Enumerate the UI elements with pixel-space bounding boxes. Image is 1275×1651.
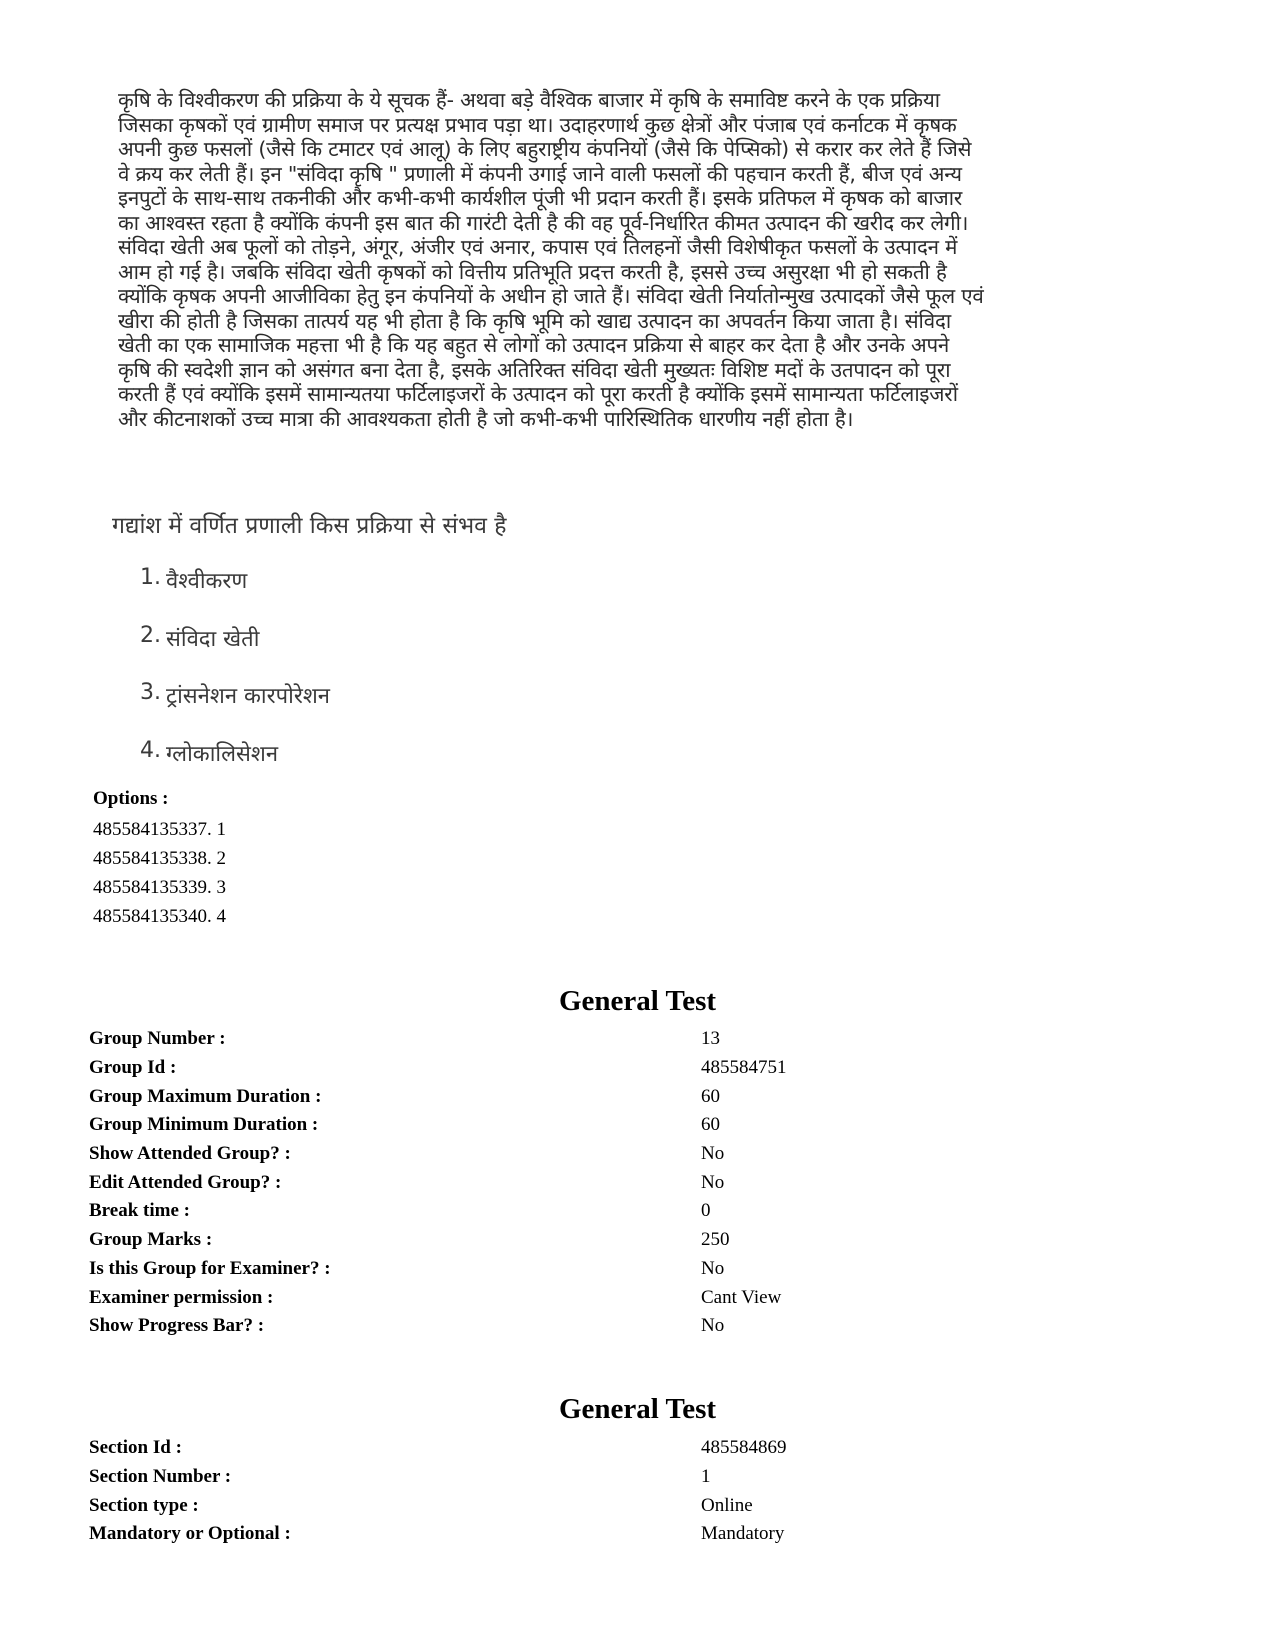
info-label: Group Maximum Duration :: [89, 1085, 322, 1107]
choice-item: [140, 738, 330, 796]
info-value: No: [701, 1315, 725, 1337]
section-info-row: [89, 1463, 1189, 1492]
choice-item: [140, 623, 330, 681]
info-value: Online: [701, 1494, 753, 1516]
choice-text: ट्रांसनेशन कारपोरेशन: [166, 684, 330, 709]
passage-line: इनपुटों के साथ-साथ तकनीकी और कभी-कभी कार्यशील पूंजी भी प्रदान करती हैं। इसके प्रतिफल में कृषक को बाजार: [118, 186, 963, 210]
group-info-table: [89, 1025, 1189, 1341]
option-item: 485584135339. 3: [93, 877, 226, 898]
info-value: No: [701, 1171, 725, 1193]
group-info-row: [89, 1312, 1189, 1341]
passage-line: क्योंकि कृषक अपनी आजीविका हेतु इन कंपनियों के अधीन हो जाते हैं। संविदा खेती निर्यातोन्मुख उत्पादकों जैसे फूल एवं: [118, 284, 984, 308]
choice-item: [140, 565, 330, 623]
passage-line: करती हैं एवं क्योंकि इसमें सामान्यतया फर्टिलाइजरों के उत्पादन को पूरा करती है क्योंकि इसमें सामान्यता फर्टिलाइजरों: [118, 382, 958, 406]
options-list: [93, 815, 226, 931]
passage-line: आम हो गई है। जबकि संविदा खेती कृषकों को वित्तीय प्रतिभूति प्रदत्त करती है, इससे उच्च असुरक्षा भी हो सकती है: [118, 259, 947, 284]
info-label: Group Marks :: [89, 1229, 213, 1251]
passage-line: अपनी कुछ फसलों (जैसे कि टमाटर एवं आलू) के लिए बहुराष्ट्रीय कंपनियों (जैसे कि पेप्सिको) से करार कर लेते हैं जिसे: [118, 137, 972, 161]
section-info-row: [89, 1434, 1189, 1463]
choice-number: 4.: [140, 737, 161, 763]
group-info-row: [89, 1025, 1189, 1054]
choice-text: ग्लोकालिसेशन: [166, 741, 279, 767]
group-info-row: [89, 1226, 1189, 1255]
info-value: 60: [701, 1085, 720, 1107]
question-text: गद्यांश में वर्णित प्रणाली किस प्रक्रिया से संभव है: [112, 513, 507, 539]
choice-text: संविदा खेती: [166, 626, 260, 652]
info-label: Group Minimum Duration :: [89, 1114, 319, 1136]
info-label: Mandatory or Optional :: [89, 1523, 291, 1545]
passage-line: और कीटनाशकों उच्च मात्रा की आवश्यकता होती है जो कभी-कभी पारिस्थितिक धारणीय नहीं होता है।: [118, 406, 854, 431]
info-value: 485584869: [701, 1437, 787, 1459]
info-value: 60: [701, 1114, 720, 1136]
info-label: Break time :: [89, 1200, 190, 1222]
group-info-row: [89, 1197, 1189, 1226]
info-label: Group Number :: [89, 1028, 226, 1050]
passage-line: खेती का एक सामाजिक महत्ता भी है कि यह बहुत से लोगों को उत्पादन प्रक्रिया से बाहर कर देता है और उनके अपने: [118, 333, 950, 357]
group-info-row: [89, 1054, 1189, 1083]
info-label: Edit Attended Group? :: [89, 1171, 282, 1193]
section-info-row: [89, 1520, 1189, 1549]
choice-list: [140, 565, 330, 795]
section-heading: General Test: [558, 1393, 717, 1425]
option-item: 485584135340. 4: [93, 906, 226, 927]
info-label: Section type :: [89, 1494, 199, 1516]
info-label: Examiner permission :: [89, 1286, 274, 1308]
passage-line: कृषि के विश्वीकरण की प्रक्रिया के ये सूचक हैं- अथवा बड़े वैश्विक बाजार में कृषि के समाविष्ट करने के एक प्रक्रिया: [118, 88, 940, 112]
choice-text: वैश्वीकरण: [166, 569, 248, 594]
group-heading: General Test: [558, 985, 717, 1017]
group-info-row: [89, 1111, 1189, 1140]
info-value: Mandatory: [701, 1523, 785, 1545]
group-info-row: [89, 1255, 1189, 1284]
info-value: 1: [701, 1466, 711, 1488]
info-label: Section Id :: [89, 1437, 182, 1459]
group-info-row: [89, 1168, 1189, 1197]
info-label: Section Number :: [89, 1466, 232, 1488]
passage-line: जिसका कृषकों एवं ग्रामीण समाज पर प्रत्यक्ष प्रभाव पड़ा था। उदाहरणार्थ कुछ क्षेत्रों और पंजाब एवं कर्नाटक में कृषक: [118, 112, 957, 137]
option-item: 485584135338. 2: [93, 848, 226, 869]
info-value: 485584751: [701, 1057, 787, 1079]
passage-line: कृषि की स्वदेशी ज्ञान को असंगत बना देता है, इसके अतिरिक्त संविदा खेती मुख्यतः विशिष्ट मदों के उतपादन को पूरा: [118, 357, 951, 382]
info-label: Show Attended Group? :: [89, 1143, 291, 1165]
option-item: 485584135337. 1: [93, 819, 226, 840]
info-label: Show Progress Bar? :: [89, 1315, 265, 1337]
group-info-row: [89, 1082, 1189, 1111]
info-value: No: [701, 1257, 725, 1279]
passage-line: का आश्वस्त रहता है क्योंकि कंपनी इस बात की गारंटी देती है की वह पूर्व-निर्धारित कीमत उत्पादन की खरीद कर लेगी।: [118, 210, 969, 235]
info-value: No: [701, 1143, 725, 1165]
passage-image: [118, 88, 1178, 431]
passage-line: संविदा खेती अब फूलों को तोड़ने, अंगूर, अंजीर एवं अनार, कपास एवं तिलहनों जैसी विशेषीकृत फसलों के उत्पादन में: [118, 235, 958, 259]
info-value: 0: [701, 1200, 711, 1222]
section-info-table: [89, 1434, 1189, 1549]
choice-number: 3.: [140, 680, 161, 705]
info-value: 13: [701, 1028, 720, 1050]
group-info-row: [89, 1140, 1189, 1169]
section-info-row: [89, 1491, 1189, 1520]
choice-number: 1.: [140, 565, 161, 590]
passage-line: वे क्रय कर लेती हैं। इन "संविदा कृषि " प्रणाली में कंपनी उगाई जाने वाली फसलों की पहचान करती हैं, बीज एवं अन्य: [118, 161, 962, 186]
options-title: Options :: [93, 788, 169, 809]
info-label: Group Id :: [89, 1057, 177, 1079]
choice-item: [140, 680, 330, 738]
passage-line: खीरा की होती है जिसका तात्पर्य यह भी होता है कि कृषि भूमि को खाद्य उत्पादन का अपवर्तन किया जाता है। संविदा: [118, 308, 951, 333]
choice-number: 2.: [140, 622, 161, 648]
info-label: Is this Group for Examiner? :: [89, 1257, 331, 1279]
info-value: Cant View: [701, 1286, 782, 1308]
group-info-row: [89, 1283, 1189, 1312]
info-value: 250: [701, 1229, 730, 1251]
